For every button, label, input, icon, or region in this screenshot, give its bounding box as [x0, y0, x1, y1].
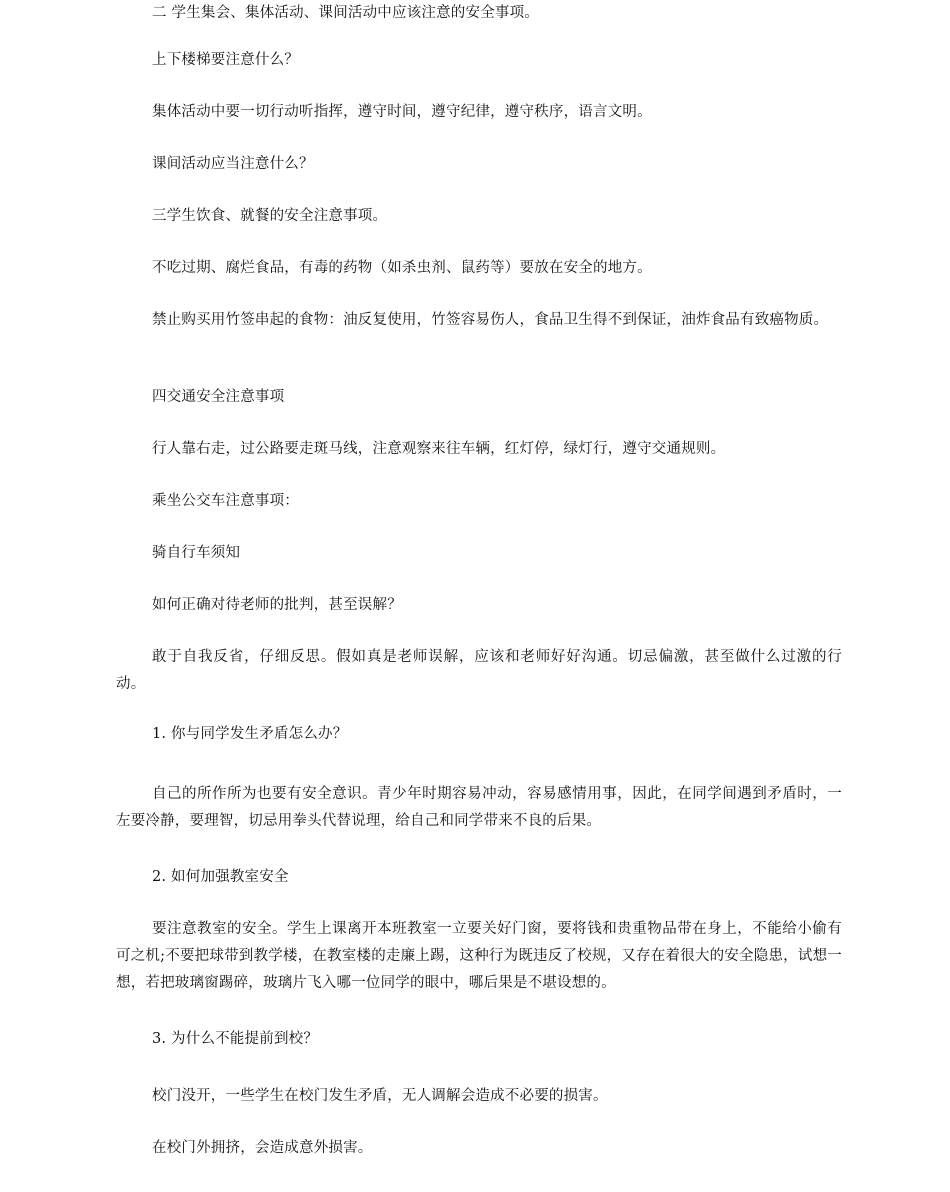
- paragraph-gate-crowding: 在校门外拥挤，会造成意外损害。: [152, 1140, 373, 1156]
- paragraph-bicycle-rules: 骑自行车须知: [152, 545, 241, 561]
- paragraph-self-reflection: 敢于自我反省，仔细反思。假如真是老师误解，应该和老师好好沟通。切忌偏激，甚至做什么过激的行动。: [116, 649, 842, 692]
- paragraph-section-2-heading: 二 学生集会、集体活动、课间活动中应该注意的安全事项。: [152, 5, 540, 21]
- paragraph-pedestrian-rules: 行人靠右走，过公路要走斑马线，注意观察来往车辆，红灯停，绿灯行，遵守交通规则。: [152, 441, 726, 457]
- paragraph-stairs-question: 上下楼梯要注意什么？: [152, 52, 299, 68]
- paragraph-q2-heading: 2. 如何加强教室安全: [152, 869, 289, 885]
- paragraph-bus-rules: 乘坐公交车注意事项：: [152, 493, 299, 509]
- paragraph-group-activity: 集体活动中要一切行动听指挥，遵守时间，遵守纪律，遵守秩序，语言文明。: [152, 104, 652, 120]
- paragraph-classroom-safety: 要注意教室的安全。学生上课离开本班教室一立要关好门窗，要将钱和贵重物品带在身上，不能给小偷有可之机;不要把球带到教学楼，在教室楼的走廉上踢，这种行为既违反了校规，又存在着很大的安全隐患，试想一想，若把玻璃窗踢碎，玻璃片飞入哪一位同学的眼中，哪后果是不堪设想的。: [116, 921, 842, 991]
- paragraph-expired-food: 不吃过期、腐烂食品，有毒的药物（如杀虫剂、鼠药等）要放在安全的地方。: [152, 260, 652, 276]
- paragraph-q1-heading: 1. 你与同学发生矛盾怎么办？: [152, 726, 348, 742]
- paragraph-conflict-answer: 自己的所作所为也要有安全意识。青少年时期容易冲动，容易感情用事，因此，在同学间遇到矛盾时，一左要冷静，要理智，切忌用拳头代替说理，给自己和同学带来不良的后果。: [116, 786, 842, 829]
- paragraph-gate-conflict: 校门没开，一些学生在校门发生矛盾，无人调解会造成不必要的损害。: [152, 1088, 608, 1104]
- paragraph-section-4-heading: 四交通安全注意事项: [152, 389, 285, 405]
- paragraph-teacher-criticism: 如何正确对待老师的批判，甚至误解？: [152, 597, 402, 613]
- paragraph-skewer-food: 禁止购买用竹签串起的食物：油反复使用，竹签容易伤人，食品卫生得不到保证，油炸食品有致癌物质。: [152, 312, 829, 328]
- paragraph-section-3-heading: 三学生饮食、就餐的安全注意事项。: [152, 208, 388, 224]
- paragraph-q3-heading: 3. 为什么不能提前到校？: [152, 1031, 319, 1047]
- paragraph-break-question: 课间活动应当注意什么？: [152, 156, 314, 172]
